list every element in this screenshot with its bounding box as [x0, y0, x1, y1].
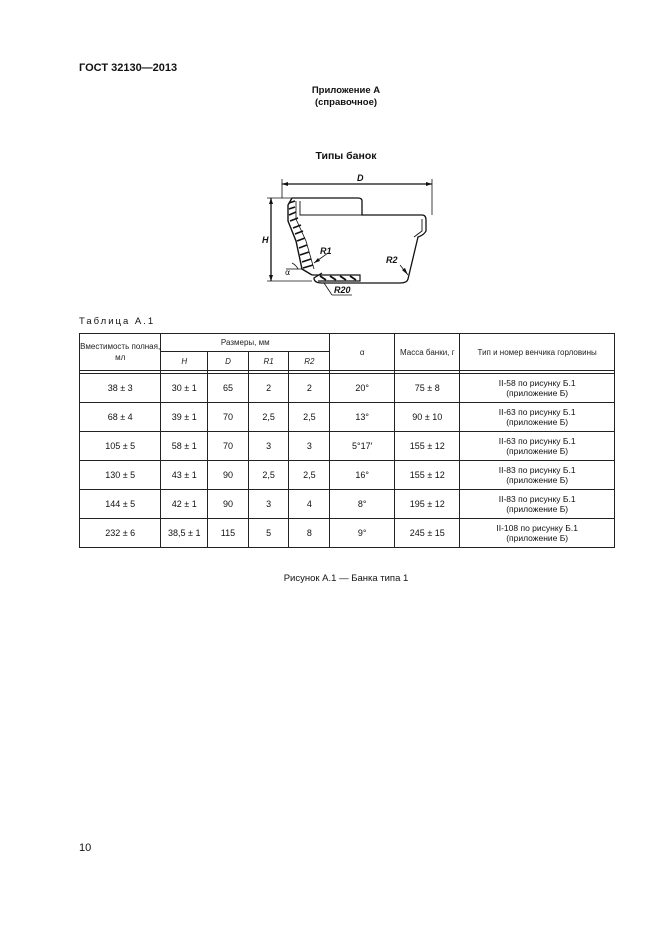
cell-r2: 8 — [289, 519, 330, 548]
cell-neck — [460, 403, 615, 432]
cell-d: 70 — [208, 403, 249, 432]
cell-d: 90 — [208, 490, 249, 519]
cell-r2: 4 — [289, 490, 330, 519]
cell-r2: 2,5 — [289, 403, 330, 432]
cell-capacity: 38 ± 3 — [80, 374, 161, 403]
label-r2: R2 — [386, 255, 398, 265]
table-caption: Таблица А.1 — [79, 316, 156, 327]
cell-alpha: 16° — [330, 461, 395, 490]
table-row — [80, 519, 615, 548]
cell-r1: 2,5 — [248, 461, 289, 490]
jar-drawing — [262, 171, 442, 305]
cell-h: 38,5 ± 1 — [161, 519, 208, 548]
cell-neck — [460, 374, 615, 403]
cell-neck-line2: (приложение Б) — [506, 388, 569, 398]
cell-d: 115 — [208, 519, 249, 548]
cell-neck-line1: II-83 по рисунку Б.1 — [498, 465, 576, 475]
cell-h: 39 ± 1 — [161, 403, 208, 432]
page-number: 10 — [79, 842, 92, 854]
header-h: H — [161, 352, 208, 371]
appendix-subtitle: (справочное) — [314, 97, 378, 108]
appendix-title: Приложение А — [311, 85, 381, 96]
cell-neck — [460, 432, 615, 461]
cell-r1: 2,5 — [248, 403, 289, 432]
cell-d: 90 — [208, 461, 249, 490]
header-r1: R1 — [248, 352, 289, 371]
cell-neck-line2: (приложение Б) — [506, 417, 569, 427]
cell-capacity: 68 ± 4 — [80, 403, 161, 432]
cell-neck-line1: II-63 по рисунку Б.1 — [498, 407, 576, 417]
cell-alpha: 8° — [330, 490, 395, 519]
cell-neck-line2: (приложение Б) — [506, 533, 569, 543]
cell-h: 58 ± 1 — [161, 432, 208, 461]
cell-alpha: 9° — [330, 519, 395, 548]
figure-caption: Рисунок А.1 — Банка типа 1 — [283, 573, 409, 584]
table-row — [80, 461, 615, 490]
cell-neck-line1: II-63 по рисунку Б.1 — [498, 436, 576, 446]
label-r20: R20 — [334, 285, 351, 295]
table-row — [80, 403, 615, 432]
cell-neck — [460, 490, 615, 519]
cell-neck-line2: (приложение Б) — [506, 475, 569, 485]
cell-alpha: 20° — [330, 374, 395, 403]
cell-mass: 155 ± 12 — [395, 461, 460, 490]
cell-r2: 2,5 — [289, 461, 330, 490]
header-neck: Тип и номер венчика горловины — [460, 334, 615, 371]
cell-mass: 75 ± 8 — [395, 374, 460, 403]
label-h: H — [262, 235, 269, 245]
header-dimensions: Размеры, мм — [161, 334, 330, 352]
header-alpha: α — [330, 334, 395, 371]
header-mass: Масса банки, г — [395, 334, 460, 371]
cell-neck-line2: (приложение Б) — [506, 504, 569, 514]
cell-capacity: 130 ± 5 — [80, 461, 161, 490]
cell-h: 42 ± 1 — [161, 490, 208, 519]
cell-mass: 155 ± 12 — [395, 432, 460, 461]
cell-alpha: 5°17′ — [330, 432, 395, 461]
cell-r2: 3 — [289, 432, 330, 461]
cell-r1: 5 — [248, 519, 289, 548]
cell-d: 70 — [208, 432, 249, 461]
cell-capacity: 105 ± 5 — [80, 432, 161, 461]
table-row — [80, 432, 615, 461]
cell-neck — [460, 461, 615, 490]
cell-alpha: 13° — [330, 403, 395, 432]
cell-r1: 3 — [248, 490, 289, 519]
cell-neck-line1: II-58 по рисунку Б.1 — [498, 378, 576, 388]
cell-r2: 2 — [289, 374, 330, 403]
cell-r1: 2 — [248, 374, 289, 403]
label-alpha: α — [285, 268, 291, 277]
cell-h: 30 ± 1 — [161, 374, 208, 403]
section-title: Типы банок — [315, 150, 377, 162]
cell-neck-line2: (приложение Б) — [506, 446, 569, 456]
cell-neck-line1: II-108 по рисунку Б.1 — [496, 523, 578, 533]
label-d: D — [357, 173, 364, 183]
cell-capacity: 232 ± 6 — [80, 519, 161, 548]
standard-code: ГОСТ 32130—2013 — [79, 62, 178, 74]
header-capacity: Вместимость полная, мл — [80, 334, 161, 371]
table-row — [80, 490, 615, 519]
cell-capacity: 144 ± 5 — [80, 490, 161, 519]
header-d: D — [208, 352, 249, 371]
jar-types-table — [79, 333, 615, 548]
cell-r1: 3 — [248, 432, 289, 461]
cell-h: 43 ± 1 — [161, 461, 208, 490]
cell-mass: 245 ± 15 — [395, 519, 460, 548]
cell-neck-line1: II-83 по рисунку Б.1 — [498, 494, 576, 504]
label-r1: R1 — [320, 246, 332, 256]
cell-d: 65 — [208, 374, 249, 403]
cell-mass: 195 ± 12 — [395, 490, 460, 519]
cell-neck — [460, 519, 615, 548]
table-row — [80, 374, 615, 403]
header-r2: R2 — [289, 352, 330, 371]
cell-mass: 90 ± 10 — [395, 403, 460, 432]
